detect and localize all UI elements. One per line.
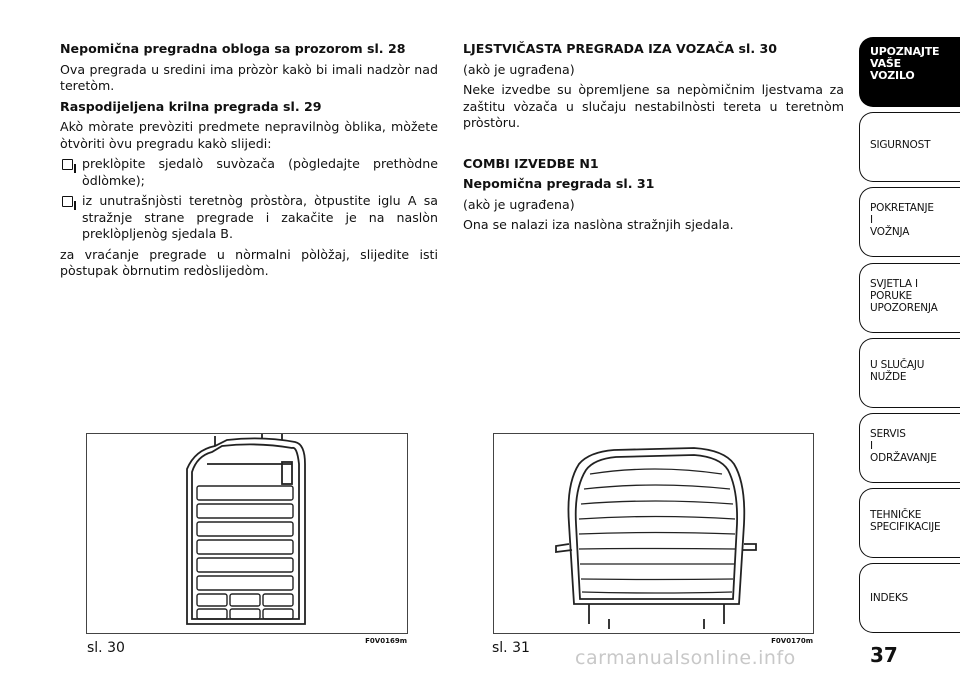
left-column <box>60 41 438 284</box>
paragraph: Neke izvedbe su òpremljene sa nepòmičnim ljestvama za zaštitu vòzača u slučaju nestabilnòsti tereta u teretnòm pròstòru. <box>463 82 844 130</box>
bullet-item: preklòpite sjedalò suvòzača (pògledajte prethòdne òdlòmke); <box>60 156 438 189</box>
paragraph: (akò je ugrađena) <box>463 196 575 212</box>
paragraph: Ona se nalazi iza naslòna stražnjih sjedala. <box>463 217 734 232</box>
figure-caption: sl. 30 <box>87 640 125 656</box>
tab-svjetla-i-poruke[interactable]: SVJETLA I PORUKE UPOZORENJA <box>859 263 960 333</box>
tab-tehnicke-specifikacije[interactable]: TEHNIČKE SPECIFIKACIJE <box>859 488 960 558</box>
figure-code: F0V0170m <box>771 637 813 645</box>
paragraph: za vraćanje pregrade u nòrmalni pòlòžaj, slijedite isti pòstupak òbrnutim redòslijedòm. <box>60 246 438 278</box>
tab-u-slucaju-nuzde[interactable]: U SLUČAJU NUŽDE <box>859 338 960 408</box>
heading-fixed-partition: Nepomična pregradna obloga sa prozorom sl. 28 <box>60 41 406 56</box>
watermark: carmanualsonline.info <box>575 647 796 669</box>
checkbox-bullet-icon <box>62 196 73 207</box>
figure-code: F0V0169m <box>365 637 407 645</box>
tab-indeks[interactable]: INDEKS <box>859 563 960 633</box>
heading-ladder-partition: LJESTVIČASTA PREGRADA IZA VOZAČA sl. 30 <box>463 41 778 56</box>
tab-sigurnost[interactable]: SIGURNOST <box>859 112 960 182</box>
figure-caption: sl. 31 <box>492 640 530 656</box>
heading-split-partition: Raspodijeljena krilna pregrada sl. 29 <box>60 98 322 114</box>
tab-upoznajte-vase-vozilo[interactable]: UPOZNAJTE VAŠE VOZILO <box>859 37 960 107</box>
heading-fixed-partition-31: Nepomična pregrada sl. 31 <box>463 176 655 191</box>
ladder-partition-illustration <box>87 434 407 633</box>
heading-combi: COMBI IZVEDBE N1 <box>463 155 599 171</box>
figure-ladder-partition <box>86 433 408 645</box>
paragraph: Ova pregrada u sredini ima pròzòr kakò bi imali nadzòr nad teretòm. <box>60 61 438 93</box>
tab-pokretanje-i-voznja[interactable]: POKRETANJE I VOŽNJA <box>859 187 960 257</box>
fixed-partition-illustration <box>494 434 813 633</box>
checkbox-bullet-icon <box>62 159 73 170</box>
tab-servis-i-odrzavanje[interactable]: SERVIS I ODRŽAVANJE <box>859 413 960 483</box>
bullet-item: iz unutrašnjòsti teretnòg pròstòra, òtpustite iglu A sa stražnje strane pregrade i zakačite je na naslòn preklòpljenòg sjedala B. <box>60 193 438 243</box>
paragraph: Akò mòrate prevòziti predmete nepravilnòg òblika, mòžete òtvòriti òvu pregradu kakò slijedi: <box>60 119 438 151</box>
page-number: 37 <box>870 643 898 667</box>
paragraph: (akò je ugrađena) <box>463 61 575 77</box>
right-column <box>463 41 844 238</box>
figure-fixed-partition <box>493 433 814 645</box>
